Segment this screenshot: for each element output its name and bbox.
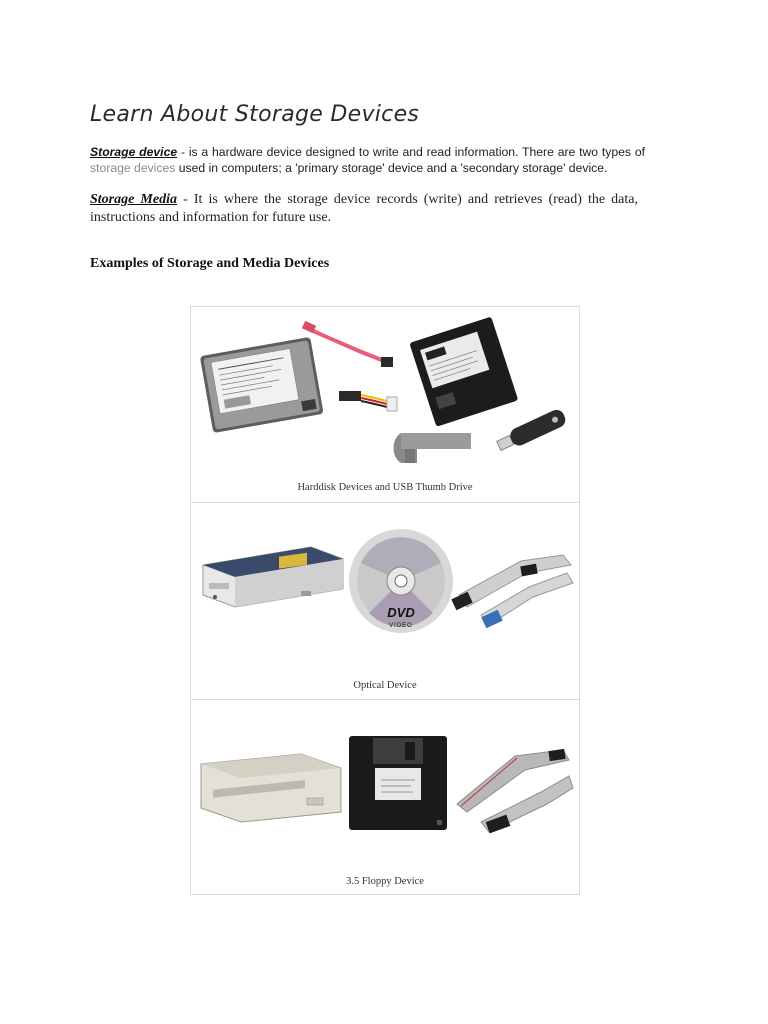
power-connector-icon [339,391,397,411]
figure-caption: Harddisk Devices and USB Thumb Drive [297,482,473,493]
floppy-illustration [191,700,579,894]
figure-cell-optical [191,503,579,700]
storage-device-paragraph [90,144,645,176]
storage-device-term: Storage device [90,145,178,159]
storage-media-paragraph [90,191,638,227]
ide-ribbon-cable-icon [451,555,573,628]
figure-cell-floppy [191,700,579,894]
storage-media-text: - It is where the storage device records (write) and retrieves (read) the data, instructions and information for future use. [90,192,638,225]
dvd-logo-text: DVD [387,605,415,620]
optical-illustration [191,503,579,699]
floppy-disk-icon [349,736,447,830]
page-title: Learn About Storage Devices [90,102,420,127]
floppy-drive-icon [201,754,341,822]
harddisk-illustration [191,307,579,502]
usb-thumb-drive-icon [495,407,568,454]
storage-devices-link[interactable]: storage devices [90,161,176,175]
hard-disk-drive-icon [200,337,324,433]
storage-device-text-b: used in computers; a 'primary storage' device and a 'secondary storage' device. [175,161,608,175]
examples-heading: Examples of Storage and Media Devices [90,256,330,271]
ribbon-cable-icon [394,433,472,463]
figure-caption: 3.5 Floppy Device [346,876,424,887]
storage-device-text-a: - is a hardware device designed to write and read information. There are two types of [177,145,645,159]
ide-hard-drive-icon [409,317,518,427]
dvd-drive-icon [203,547,343,607]
sata-cable-icon [302,321,393,367]
figure-cell-harddisk [191,307,579,503]
figure-table [190,306,580,895]
floppy-ribbon-cable-icon [457,749,573,833]
storage-media-term: Storage Media [90,192,177,207]
dvd-disc-icon [349,529,453,633]
figure-caption: Optical Device [353,680,417,691]
dvd-sub-text: VIDEO [389,623,413,629]
